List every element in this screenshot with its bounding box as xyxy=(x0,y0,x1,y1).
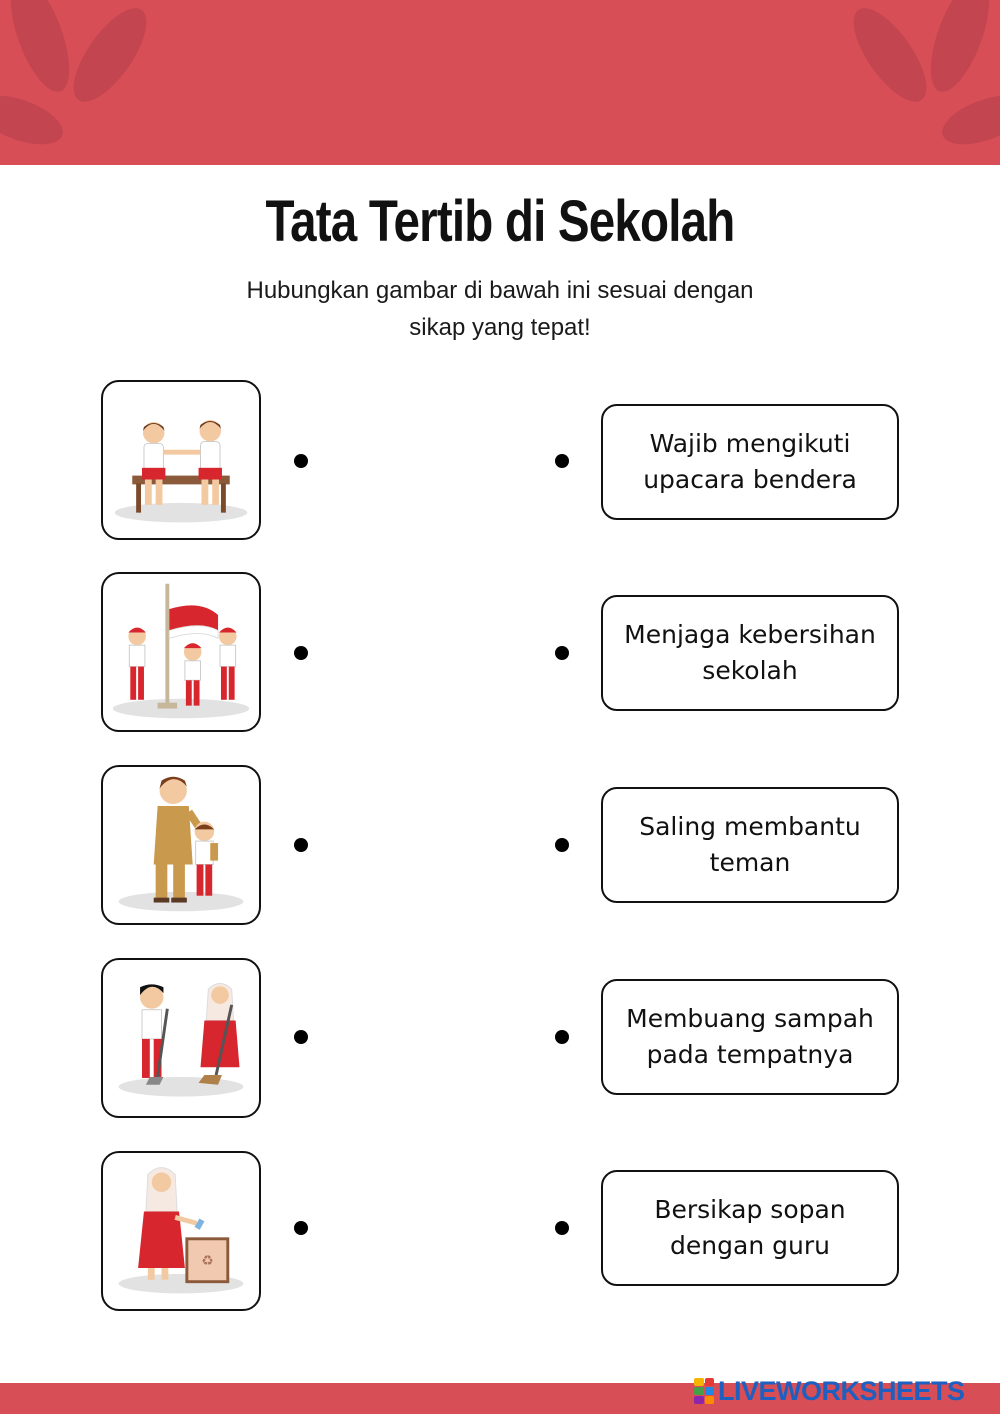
students-helping-each-other-icon xyxy=(103,382,259,538)
picture-card-5 xyxy=(101,1151,261,1311)
right-connector-dot-4[interactable] xyxy=(555,1030,569,1044)
picture-card-3 xyxy=(101,765,261,925)
picture-card-1 xyxy=(101,380,261,540)
right-connector-dot-2[interactable] xyxy=(555,646,569,660)
right-connector-dot-1[interactable] xyxy=(555,454,569,468)
answer-box-1: Wajib mengikuti upacara bendera xyxy=(601,404,899,520)
answer-box-2: Menjaga kebersihan sekolah xyxy=(601,595,899,711)
answer-box-5: Bersikap sopan dengan guru xyxy=(601,1170,899,1286)
left-connector-dot-5[interactable] xyxy=(294,1221,308,1235)
liveworksheets-wordmark: LIVEWORKSHEETS xyxy=(718,1375,965,1406)
left-connector-dot-1[interactable] xyxy=(294,454,308,468)
liveworksheets-logo[interactable] xyxy=(694,1374,965,1408)
answer-box-3: Saling membantu teman xyxy=(601,787,899,903)
worksheet-title: Tata Tertib di Sekolah xyxy=(265,189,735,254)
svg-text:♻: ♻ xyxy=(201,1253,214,1270)
right-connector-dot-3[interactable] xyxy=(555,838,569,852)
liveworksheets-icon xyxy=(694,1378,714,1404)
instruction-text: Hubungkan gambar di bawah ini sesuai dengan sikap yang tepat! xyxy=(246,277,754,341)
picture-card-2 xyxy=(101,572,261,732)
left-connector-dot-2[interactable] xyxy=(294,646,308,660)
right-connector-dot-5[interactable] xyxy=(555,1221,569,1235)
decorative-flower-icon xyxy=(0,0,1000,165)
left-connector-dot-4[interactable] xyxy=(294,1030,308,1044)
flag-ceremony-icon xyxy=(103,574,259,730)
picture-card-4 xyxy=(101,958,261,1118)
header-band xyxy=(0,0,1000,165)
answer-box-4: Membuang sampah pada tempatnya xyxy=(601,979,899,1095)
teacher-and-student-icon xyxy=(103,767,259,923)
left-connector-dot-3[interactable] xyxy=(294,838,308,852)
students-sweeping-icon xyxy=(103,960,259,1116)
girl-throwing-trash-icon xyxy=(103,1153,259,1309)
